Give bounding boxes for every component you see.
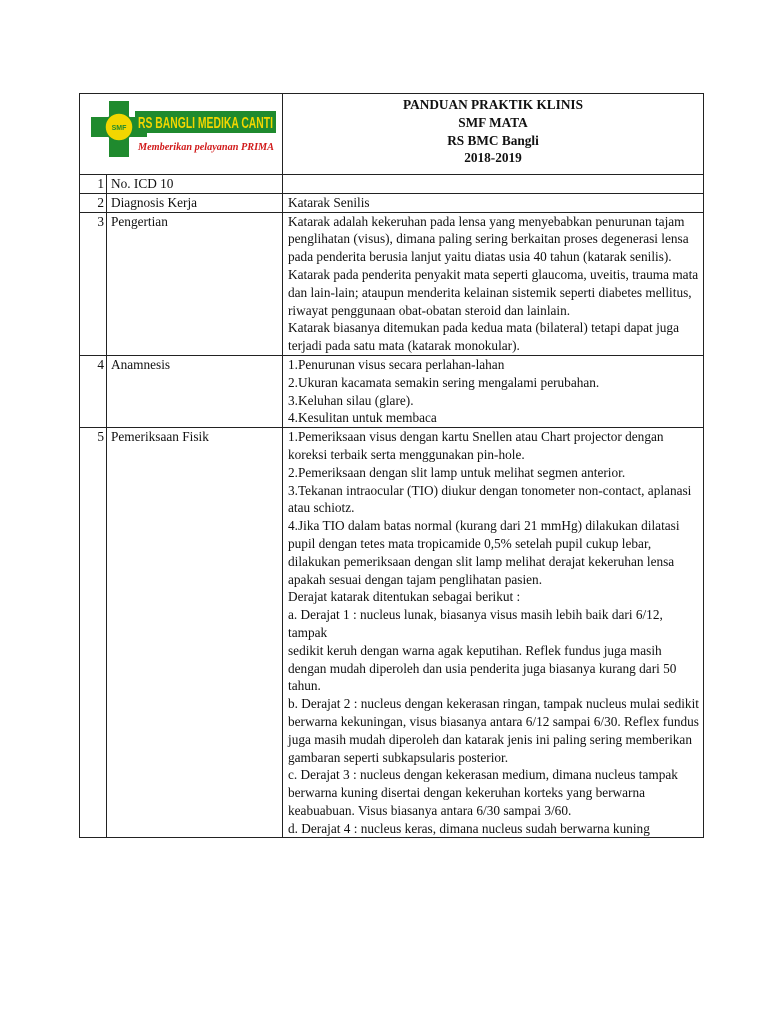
logo-emblem-text: SMF <box>111 125 127 132</box>
list-item: a. Derajat 1 : nucleus lunak, biasanya visus masih lebih baik dari 6/12, tampak <box>288 607 663 640</box>
anamnesis-list <box>283 355 704 427</box>
row-label: Pemeriksaan Fisik <box>107 428 283 838</box>
header-row <box>80 94 704 175</box>
row-number: 1 <box>80 175 107 194</box>
clinical-guideline-table <box>79 93 704 838</box>
list-item: 4.Kesulitan untuk membaca <box>288 410 437 426</box>
row-value: Katarak Senilis <box>283 193 704 212</box>
hospital-title: RS BMC Bangli <box>447 132 539 148</box>
row-number: 5 <box>80 428 107 838</box>
definition-text <box>283 212 704 355</box>
paragraph: Katarak biasanya ditemukan pada kedua mata (bilateral) tetapi dapat juga terjadi pada satu mata (katarak monokular). <box>288 320 679 354</box>
hospital-logo-cell <box>80 94 283 175</box>
row-label: Anamnesis <box>107 355 283 427</box>
logo-tagline: Memberikan pelayanan PRIMA <box>137 141 274 153</box>
department-title: SMF MATA <box>458 114 528 130</box>
logo-hospital-name: RS BANGLI MEDIKA CANTI <box>138 115 273 132</box>
list-item: 3.Tekanan intraocular (TIO) diukur dengan tonometer non-contact, aplanasi atau schiotz. <box>288 482 692 516</box>
list-item: b. Derajat 2 : nucleus dengan kekerasan ringan, tampak nucleus mulai sedikit berwarna kekuningan, visus biasanya antara 6/12 sampai 6/30. Reflex fundus juga masih mudah diperoleh dan katarak jenis ini paling sering memberikan gambaran seperti subkapsularis posterior. <box>288 696 699 765</box>
paragraph: Katarak adalah kekeruhan pada lensa yang menyebabkan penurunan tajam penglihatan (visus), dimana paling sering berkaitan proses degenerasi lensa pada penderita berusia lanjut yaitu diatas usia 40 tahun (katarak senilis). Katarak pada penderita penyakit mata seperti glaucoma, uveitis, trauma mata dan lain-lain; ataupun menderita kelainan sistemik seperti diabetes mellitus, riwayat penggunaan obat-obatan steroid dan lainlain. <box>288 213 699 318</box>
row-number: 2 <box>80 193 107 212</box>
year-title: 2018-2019 <box>464 150 522 166</box>
hospital-logo <box>80 95 283 173</box>
list-item: 2.Pemeriksaan dengan slit lamp untuk melihat segmen anterior. <box>288 464 626 480</box>
table-row <box>80 355 704 427</box>
table-row <box>80 175 704 194</box>
list-item: 1.Penurunan visus secara perlahan-lahan <box>288 356 505 372</box>
list-item: sedikit keruh dengan warna agak keputihan. Reflek fundus juga masih <box>288 642 662 658</box>
row-label: Diagnosis Kerja <box>107 193 283 212</box>
list-item: d. Derajat 4 : nucleus keras, dimana nucleus sudah berwarna kuning <box>288 820 650 836</box>
row-number: 3 <box>80 212 107 355</box>
row-label: Pengertian <box>107 212 283 355</box>
list-item: 2.Ukuran kacamata semakin sering mengalami perubahan. <box>288 374 600 390</box>
table-row <box>80 193 704 212</box>
list-item: Derajat katarak ditentukan sebagai berikut : <box>288 589 521 605</box>
table-row <box>80 212 704 355</box>
row-label: No. ICD 10 <box>107 175 283 194</box>
document-title: PANDUAN PRAKTIK KLINIS <box>402 97 583 112</box>
list-item: 4.Jika TIO dalam batas normal (kurang dari 21 mmHg) dilakukan dilatasi pupil dengan tetes mata tropicamide 0,5% setelah pupil cukup lebar, dilakukan pemeriksaan dengan slit lamp melihat derajat kekeruhan lensa apakah sesuai dengan tajam penglihatan pasien. <box>288 518 680 587</box>
list-item: 1.Pemeriksaan visus dengan kartu Snellen atau Chart projector dengan koreksi terbaik serta menggunakan pin-hole. <box>288 429 664 462</box>
document-title-cell <box>283 94 704 175</box>
list-item: dengan mudah diperoleh dan usia penderita juga biasanya kurang dari 50 tahun. <box>288 660 677 694</box>
row-number: 4 <box>80 355 107 427</box>
physical-exam-list <box>283 428 704 838</box>
table-row <box>80 428 704 838</box>
list-item: c. Derajat 3 : nucleus dengan kekerasan medium, dimana nucleus tampak berwarna kuning disertai dengan kekeruhan korteks yang berwarna keabuabuan. Visus biasanya antara 6/30 sampai 3/60. <box>288 767 678 818</box>
list-item: 3.Keluhan silau (glare). <box>288 392 414 408</box>
row-value <box>283 175 704 194</box>
